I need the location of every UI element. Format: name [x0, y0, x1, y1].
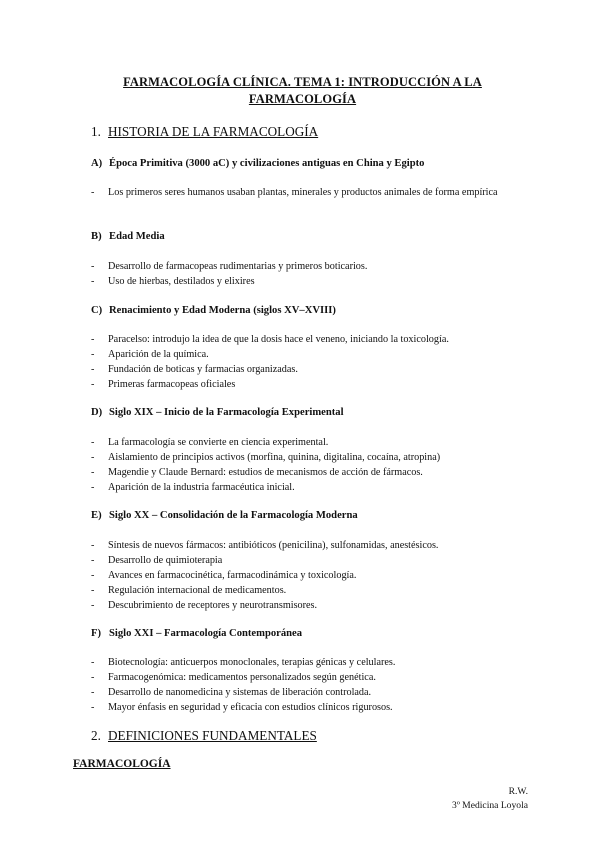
subsection-letter: A) [91, 158, 103, 169]
footer-course: 3º Medicina Loyola [452, 800, 528, 811]
bullet-dash: - [91, 657, 95, 668]
list-item-text: Paracelso: introdujo la idea de que la dosis hace el veneno, iniciando la toxicología. [108, 334, 449, 345]
subsection-heading-f [91, 627, 302, 641]
bullet-dash: - [91, 379, 95, 390]
subsection-letter: F) [91, 628, 101, 639]
list-item [91, 670, 531, 685]
section-title: DEFINICIONES FUNDAMENTALES [108, 728, 317, 743]
list-item [91, 553, 531, 568]
bullet-dash: - [91, 467, 95, 478]
list-item [91, 655, 531, 670]
subsection-title: Siglo XX – Consolidación de la Farmacología Moderna [109, 510, 358, 521]
section-number: 1. [91, 124, 101, 139]
subsection-heading-e [91, 509, 358, 523]
list-item-text: Los primeros seres humanos usaban plantas, minerales y productos animales de forma empírica [108, 187, 498, 198]
bullet-dash: - [91, 540, 95, 551]
bullet-dash: - [91, 334, 95, 345]
list-item [91, 377, 531, 392]
section-title: HISTORIA DE LA FARMACOLOGÍA [108, 124, 319, 139]
list-item-text: Síntesis de nuevos fármacos: antibióticos (penicilina), sulfonamidas, anestésicos. [108, 540, 439, 551]
subsection-title: Siglo XXI – Farmacología Contemporánea [109, 628, 303, 639]
bullet-dash: - [91, 687, 95, 698]
list-item-text: Primeras farmacopeas oficiales [108, 379, 236, 390]
list-item [91, 450, 531, 465]
subsection-heading-d [91, 406, 344, 420]
list-item [91, 465, 531, 480]
list-item-text: Desarrollo de nanomedicina y sistemas de liberación controlada. [108, 687, 372, 698]
subsection-letter: C) [91, 305, 103, 316]
list-item [91, 480, 531, 495]
subsection-title: Siglo XIX – Inicio de la Farmacología Experimental [109, 407, 344, 418]
list-item-text: Biotecnología: anticuerpos monoclonales, terapias génicas y celulares. [108, 657, 396, 668]
bullet-dash: - [91, 672, 95, 683]
list-item-text: Aislamiento de principios activos (morfina, quinina, digitalina, cocaína, atropina) [108, 452, 441, 463]
section-heading-definiciones [91, 728, 317, 744]
list-item [91, 332, 531, 347]
list-item [91, 568, 531, 583]
bullet-dash: - [91, 437, 95, 448]
list-item [91, 185, 531, 200]
list-item-text: Uso de hierbas, destilados y elixires [108, 276, 255, 287]
subsection-title: Edad Media [109, 231, 165, 242]
title-line-1: FARMACOLOGÍA CLÍNICA. TEMA 1: INTRODUCCIÓN A LA [123, 75, 482, 89]
list-item-text: La farmacología se convierte en ciencia experimental. [108, 437, 329, 448]
list-item-text: Regulación internacional de medicamentos. [108, 585, 287, 596]
list-item-text: Magendie y Claude Bernard: estudios de mecanismos de acción de fármacos. [108, 467, 423, 478]
subsection-letter: B) [91, 231, 102, 242]
title-line-2: FARMACOLOGÍA [248, 92, 357, 106]
list-item [91, 598, 531, 613]
bullet-dash: - [91, 570, 95, 581]
bullet-dash: - [91, 600, 95, 611]
subsection-heading-c [91, 304, 336, 318]
list-item-text: Descubrimiento de receptores y neurotransmisores. [108, 600, 318, 611]
list-item-text: Mayor énfasis en seguridad y eficacia con estudios clínicos rigurosos. [108, 702, 393, 713]
list-item [91, 700, 531, 715]
list-item [91, 259, 531, 274]
list-item [91, 347, 531, 362]
list-item-text: Aparición de la industria farmacéutica inicial. [108, 482, 295, 493]
list-item-text: Farmacogenómica: medicamentos personalizados según genética. [108, 672, 376, 683]
list-item-text: Desarrollo de quimioterapia [108, 555, 223, 566]
subsection-letter: E) [91, 510, 102, 521]
subsection-heading-a [91, 157, 424, 171]
farmacologia-heading: FARMACOLOGÍA [73, 758, 171, 770]
list-item-text: Avances en farmacocinética, farmacodinámica y toxicología. [108, 570, 357, 581]
list-item-text: Desarrollo de farmacopeas rudimentarias y primeros boticarios. [108, 261, 368, 272]
bullet-dash: - [91, 364, 95, 375]
list-item [91, 362, 531, 377]
subsection-title: Renacimiento y Edad Moderna (siglos XV–XVIII) [109, 305, 336, 316]
bullet-dash: - [91, 452, 95, 463]
list-item [91, 538, 531, 553]
list-item [91, 274, 531, 289]
bullet-dash: - [91, 187, 95, 198]
list-item-text: Aparición de la química. [108, 349, 209, 360]
list-item [91, 583, 531, 598]
bullet-dash: - [91, 482, 95, 493]
section-heading-historia [91, 124, 318, 140]
bullet-dash: - [91, 702, 95, 713]
list-item [91, 685, 531, 700]
bullet-dash: - [91, 555, 95, 566]
document-title [80, 74, 525, 108]
subsection-title: Época Primitiva (3000 aC) y civilizaciones antiguas en China y Egipto [109, 158, 425, 169]
subsection-heading-b [91, 230, 165, 244]
bullet-dash: - [91, 261, 95, 272]
bullet-dash: - [91, 349, 95, 360]
subsection-letter: D) [91, 407, 103, 418]
section-number: 2. [91, 728, 101, 743]
bullet-dash: - [91, 276, 95, 287]
footer-author: R.W. [508, 786, 528, 797]
list-item-text: Fundación de boticas y farmacias organizadas. [108, 364, 298, 375]
bullet-dash: - [91, 585, 95, 596]
list-item [91, 435, 531, 450]
